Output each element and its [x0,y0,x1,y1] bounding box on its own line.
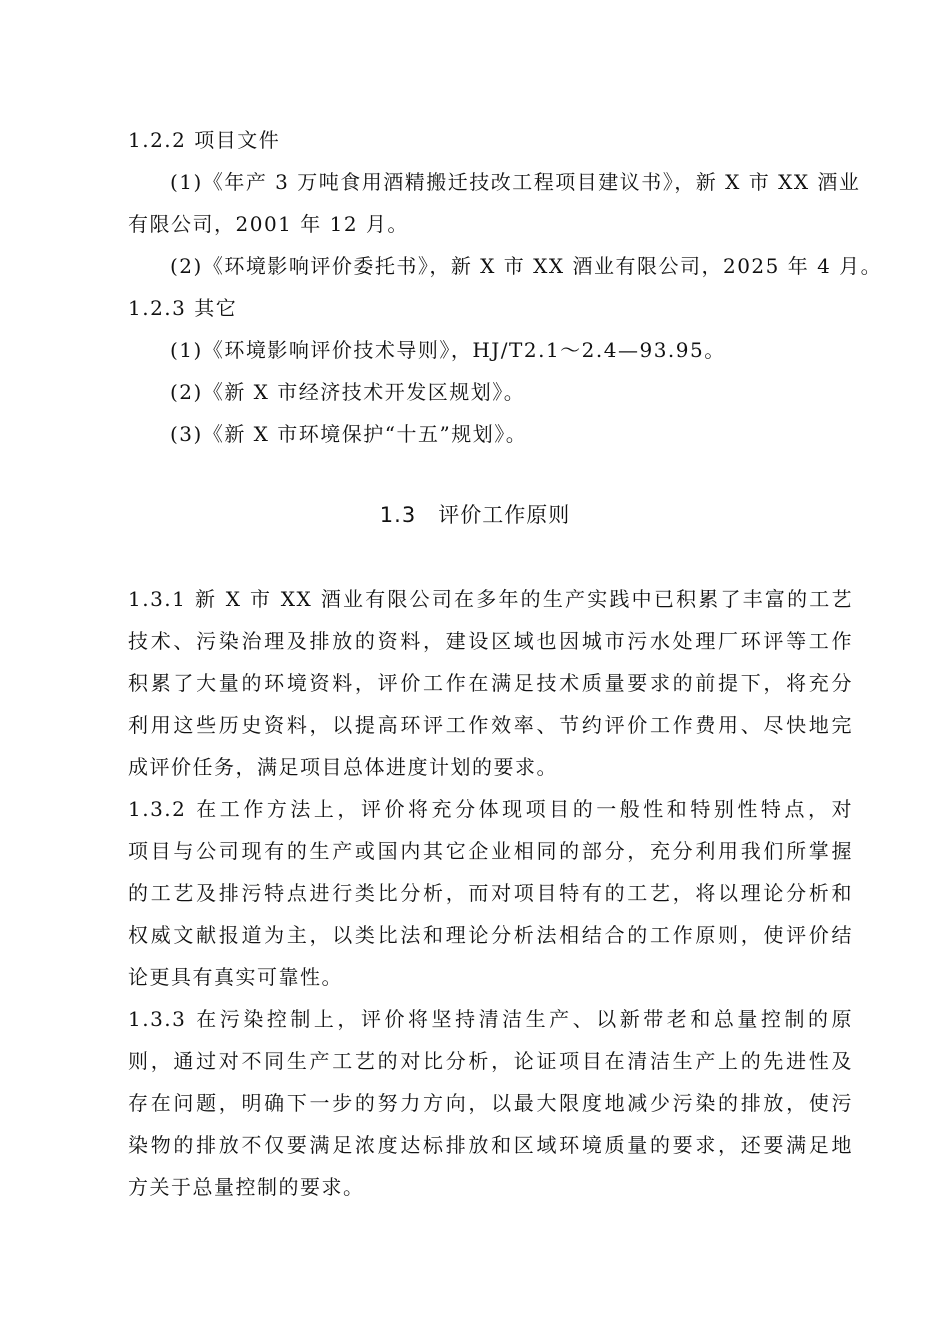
paragraph-1-3-3-line: 则，通过对不同生产工艺的对比分析，论证项目在清洁生产上的先进性及 [128,1049,853,1073]
paragraph-1-3-1-line: 1.3.1 新 X 市 XX 酒业有限公司在多年的生产实践中已积累了丰富的工艺 [128,587,853,611]
paragraph-1-3-3-line: 存在问题，明确下一步的努力方向，以最大限度地减少污染的排放，使污 [128,1091,853,1115]
paragraph-1-3-2-line: 1.3.2 在工作方法上，评价将充分体现项目的一般性和特别性特点，对 [128,797,853,821]
project-doc-item-2: (2)《环境影响评价委托书》，新 X 市 XX 酒业有限公司，2025 年 4 月。 [170,254,883,278]
paragraph-1-3-2-line: 权威文献报道为主，以类比法和理论分析法相结合的工作原则，使评价结 [128,923,853,947]
section-number: 1.3 [379,503,417,527]
section-1-2-2-heading: 1.2.2 项目文件 [128,128,281,152]
other-item-3: (3)《新 X 市环境保护“十五”规划》。 [170,422,528,446]
other-item-1: (1)《环境影响评价技术导则》，HJ/T2.1～2.4—93.95。 [170,338,726,362]
section-1-3-heading [0,500,950,530]
paragraph-1-3-2-line: 项目与公司现有的生产或国内其它企业相同的部分，充分利用我们所掌握 [128,839,853,863]
other-item-2: (2)《新 X 市经济技术开发区规划》。 [170,380,526,404]
paragraph-1-3-1-line: 成评价任务，满足项目总体进度计划的要求。 [128,755,558,779]
project-doc-item-1-line-2: 有限公司，2001 年 12 月。 [128,212,409,236]
section-title: 评价工作原则 [438,503,571,527]
paragraph-1-3-2-line: 论更具有真实可靠性。 [128,965,343,989]
project-doc-item-1-line-1: (1)《年产 3 万吨食用酒精搬迁技改工程项目建议书》，新 X 市 XX 酒业 [170,170,861,194]
paragraph-1-3-1-line: 技术、污染治理及排放的资料，建设区域也因城市污水处理厂环评等工作 [128,629,853,653]
paragraph-1-3-3-line: 方关于总量控制的要求。 [128,1175,365,1199]
paragraph-1-3-1-line: 利用这些历史资料，以提高环评工作效率、节约评价工作费用、尽快地完 [128,713,853,737]
paragraph-1-3-2-line: 的工艺及排污特点进行类比分析，而对项目特有的工艺，将以理论分析和 [128,881,853,905]
paragraph-1-3-1-line: 积累了大量的环境资料，评价工作在满足技术质量要求的前提下，将充分 [128,671,853,695]
paragraph-1-3-3-line: 染物的排放不仅要满足浓度达标排放和区域环境质量的要求，还要满足地 [128,1133,853,1157]
section-1-2-3-heading: 1.2.3 其它 [128,296,238,320]
paragraph-1-3-3-line: 1.3.3 在污染控制上，评价将坚持清洁生产、以新带老和总量控制的原 [128,1007,853,1031]
